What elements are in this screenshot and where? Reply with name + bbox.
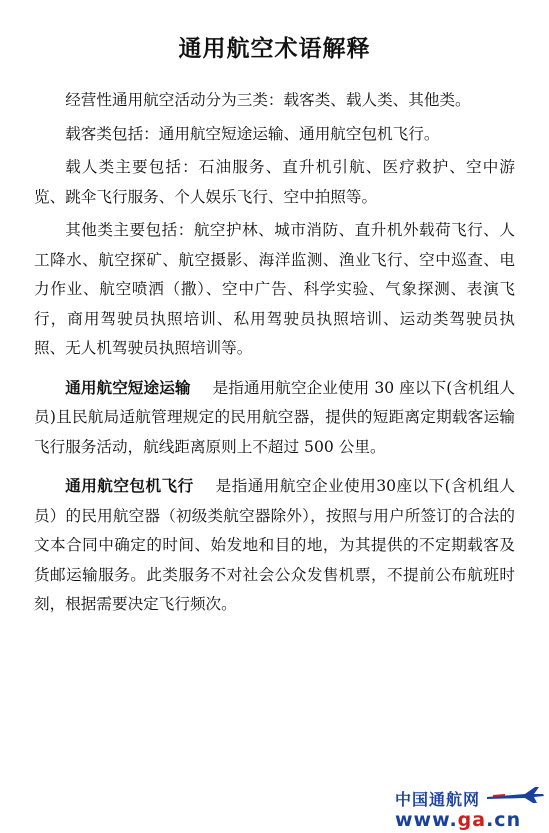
watermark-url	[395, 809, 521, 831]
definition-text: 是指通用航空企业使用 30 座以下(含机组人员)且民航局适航管理规定的民用航空器，提供的短距离定期载客运输飞行服务活动，航线距离原则上不超过 500 公里。	[34, 378, 515, 456]
definition-short-haul	[34, 374, 515, 463]
definition-charter	[34, 472, 515, 620]
page-title: 通用航空术语解释	[178, 36, 371, 62]
airplane-icon	[485, 783, 545, 807]
site-watermark	[395, 787, 545, 831]
watermark-url-prefix: www.	[395, 809, 458, 831]
definition-text: 是指通用航空企业使用30座以下(含机组人员）的民用航空器（初级类航空器除外），按照与用户所签订的合法的文本合同中确定的时间、始发地和目的地，为其提供的不定期载客及货邮运输服务。此类服务不对社会公众发售机票，不提前公布航班时刻，根据需要决定飞行频次。	[34, 477, 515, 613]
watermark-url-domain: ga	[457, 809, 487, 831]
watermark-site-name: 中国通航网	[395, 790, 481, 809]
paragraph-passenger-class: 载客类包括：通用航空短途运输、通用航空包机飞行。	[65, 124, 440, 143]
watermark-url-suffix: .cn	[486, 809, 522, 831]
paragraph-categories: 经营性通用航空活动分为三类：载客类、载人类、其他类。	[65, 91, 471, 109]
paragraph-other-class: 其他类主要包括：航空护林、城市消防、直升机外载荷飞行、人工降水、航空探矿、航空摄影、海洋监测、渔业飞行、空中巡查、电力作业、航空喷洒（撒）、空中广告、科学实验、气象探测、表演飞行，商用驾驶员执照培训、私用驾驶员执照培训、运动类驾驶员执照、无人机驾驶员执照培训等。	[34, 221, 515, 357]
definition-term: 通用航空短途运输	[65, 378, 191, 397]
paragraph-personnel-class: 载人类主要包括：石油服务、直升机引航、医疗救护、空中游览、跳伞飞行服务、个人娱乐飞行、空中拍照等。	[34, 158, 515, 206]
definition-term: 通用航空包机飞行	[65, 477, 194, 495]
